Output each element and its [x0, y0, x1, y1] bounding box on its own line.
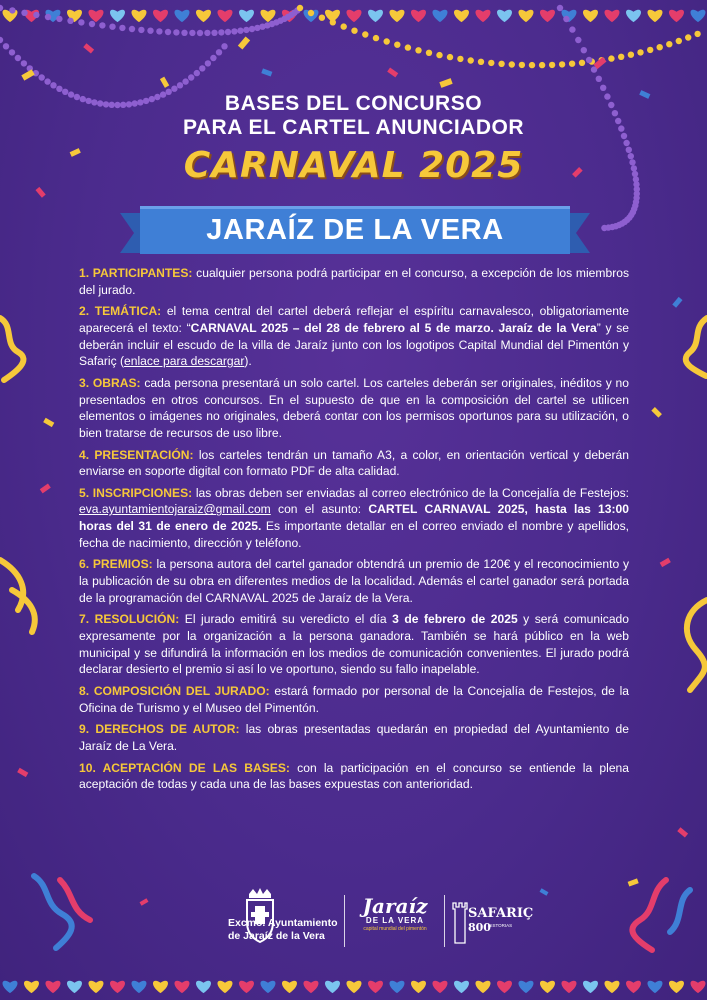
bead-icon [596, 76, 602, 82]
bead-icon [173, 29, 179, 35]
bead-icon [39, 74, 45, 80]
bead-icon [15, 55, 21, 61]
heart-icon [282, 981, 297, 993]
bead-icon [657, 44, 663, 50]
heart-icon [110, 981, 125, 993]
heart-garland-icon [3, 10, 706, 22]
heart-icon [239, 10, 254, 22]
jaraiz-logo-sub: DE LA VERA [365, 916, 425, 925]
banner-ribbon [120, 203, 590, 259]
heart-icon [605, 10, 620, 22]
rule-title: 9. DERECHOS DE AUTOR: [79, 722, 240, 737]
bead-icon [637, 49, 643, 55]
castle-icon [452, 893, 468, 947]
rules-body [79, 265, 629, 798]
bead-icon [216, 49, 222, 55]
rule-text: los carteles tendrán un tamaño A3, a color, en orientación vertical y deberán enviarse en soporte digital con formato PDF de alta calidad. [79, 447, 629, 479]
footer-divider [444, 895, 445, 947]
bead-icon [488, 60, 494, 66]
bead-icon [99, 22, 105, 28]
bead-icon [197, 30, 203, 36]
heart-icon [218, 10, 233, 22]
heart-icon [476, 981, 491, 993]
bead-icon [575, 37, 581, 43]
bead-icon [297, 5, 303, 11]
bead-icon [9, 49, 15, 55]
bead-icon [67, 18, 73, 24]
bead-icon [405, 44, 411, 50]
bead-icon [308, 10, 314, 16]
bead-icon [394, 42, 400, 48]
heart-icon [153, 10, 168, 22]
rule-text: cualquier persona podrá participar en el concurso, a excepción de los miembros del jurado. [79, 266, 629, 297]
heart-icon [261, 981, 276, 993]
bead-icon [50, 82, 56, 88]
bead-icon [498, 61, 504, 67]
bead-icon [426, 50, 432, 56]
heart-icon [691, 10, 706, 22]
heart-icon [583, 981, 598, 993]
bead-icon [189, 30, 195, 36]
jaraiz-logo-word: Jaraíz [362, 894, 428, 918]
bead-icon [181, 30, 187, 36]
rule-text: y será comunicado expresamente por la organización a la persona ganadora. También se hará público en la web municipal y se difundirá la información en los medios de comunicación convenientes. El jurado podrá declarar desierto el premio si así lo ve oportuno, siendo su fallo inapelable. [79, 612, 629, 677]
rule-4 [79, 447, 629, 480]
rule-title: 6. PREMIOS: [79, 557, 153, 572]
ayuntamiento-line-1: Excmo. Ayuntamiento [228, 917, 338, 929]
heart-icon [3, 981, 18, 993]
bead-icon [529, 62, 535, 68]
heart-garland-bottom-icon [3, 981, 706, 993]
bead-icon [33, 12, 39, 18]
rule-bold-text: CARNAVAL 2025 – del 28 de febrero al 5 de marzo. Jaraíz de la Vera [190, 320, 597, 335]
jaraiz-logo [350, 896, 440, 933]
bead-icon [0, 37, 3, 43]
title-line-2: PARA EL CARTEL ANUNCIADOR [182, 116, 525, 139]
rule-6 [79, 556, 629, 606]
heart-icon [132, 981, 147, 993]
bead-icon [676, 38, 682, 44]
ayuntamiento-line-2: de Jaraíz de la Vera [228, 930, 325, 942]
bead-icon [519, 62, 525, 68]
event-title: CARNAVAL 2025 [183, 145, 524, 186]
rule-title: 5. INSCRIPCIONES: [79, 485, 193, 500]
bead-icon [563, 16, 569, 22]
bead-icon [666, 41, 672, 47]
bead-icon [384, 38, 390, 44]
bead-icon [21, 60, 27, 66]
bead-icon [341, 23, 347, 29]
bead-icon [468, 57, 474, 63]
heart-icon [411, 10, 426, 22]
bead-icon [249, 26, 255, 32]
bead-icon [0, 5, 3, 11]
bead-icon [218, 29, 224, 35]
rule-text: la persona autora del cartel ganador obtendrá un premio de 120€ y el reconocimiento y la publicación de su obra en diferentes medios de la localidad. Además el cartel ganador será portada de la programación del CARNAVAL 2025 de Jaraíz de la Vera. [79, 557, 629, 605]
bead-icon [586, 57, 592, 63]
safaric-logo [452, 893, 534, 947]
bead-icon [194, 70, 200, 76]
bead-icon [231, 28, 237, 34]
safaric-number: 800 [468, 921, 491, 934]
bead-icon [129, 26, 135, 32]
bead-icon [205, 60, 211, 66]
heart-icon [433, 981, 448, 993]
heart-icon [132, 10, 147, 22]
heart-icon [626, 10, 641, 22]
heart-icon [261, 10, 276, 22]
rule-2 [79, 303, 629, 369]
bead-icon [9, 7, 15, 13]
heart-icon [110, 10, 125, 22]
ayuntamiento-label [228, 917, 338, 943]
bead-icon [373, 35, 379, 41]
safaric-word: SAFARIÇ [468, 906, 534, 921]
rule-text: las obras presentadas quedarán en propiedad del Ayuntamiento de Jaraíz de La Vera. [79, 722, 629, 753]
bead-icon [549, 62, 555, 68]
bead-icon [188, 74, 194, 80]
heart-icon [347, 981, 362, 993]
bead-icon [21, 10, 27, 16]
bead-icon [559, 61, 565, 67]
bead-icon [647, 47, 653, 53]
download-link[interactable]: enlace para descargar [124, 354, 245, 369]
rule-3 [79, 375, 629, 441]
heart-icon [540, 10, 555, 22]
heart-icon [605, 981, 620, 993]
bead-icon [243, 27, 249, 33]
bead-icon [165, 29, 171, 35]
heart-icon [669, 10, 684, 22]
bead-icon [600, 85, 606, 91]
jaraiz-logo-tag: capital mundial del pimentón [363, 926, 427, 932]
heart-icon [497, 981, 512, 993]
bead-icon [685, 34, 691, 40]
bead-icon [44, 78, 50, 84]
rule-title: 4. PRESENTACIÓN: [79, 447, 194, 462]
bead-icon [362, 31, 368, 37]
heart-icon [476, 10, 491, 22]
bead-icon [694, 31, 700, 37]
bead-icon [147, 28, 153, 34]
footer-divider [344, 895, 345, 947]
heart-icon [390, 10, 405, 22]
rule-10 [79, 760, 629, 793]
title-line-1: BASES DEL CONCURSO [224, 92, 483, 115]
heart-icon [390, 981, 405, 993]
bead-icon [3, 43, 9, 49]
heart-icon [691, 981, 706, 993]
bead-icon [608, 55, 614, 61]
heart-icon [67, 981, 82, 993]
bead-icon [177, 82, 183, 88]
bead-icon [156, 28, 162, 34]
heart-icon [89, 10, 104, 22]
bead-icon [447, 54, 453, 60]
bead-icon [330, 19, 336, 25]
rule-1 [79, 265, 629, 298]
heart-icon [196, 10, 211, 22]
bead-icon [211, 30, 217, 36]
heart-icon [497, 10, 512, 22]
rule-text: cada persona presentará un solo cartel. Los carteles deberán ser originales, inéditos y no presentados en otros concursos. En el supuesto de que en la composición del cartel se utilicen elementos o imágenes no originales, deberá contar con los permisos oportunos para su utilización, o bien tratarse de recursos de uso libre. [79, 375, 629, 440]
heart-icon [239, 981, 254, 993]
rule-title: 10. ACEPTACIÓN DE LAS BASES: [79, 760, 290, 775]
rule-bold-text: 3 de febrero de 2025 [392, 612, 518, 627]
heart-icon [153, 981, 168, 993]
bead-icon [210, 55, 216, 61]
heart-icon [562, 981, 577, 993]
safaric-tag: HISTORIAS [488, 923, 513, 928]
rule-bold-text: CARTEL CARNAVAL 2025, hasta las 13:00 horas del 31 de enero de 2025. [79, 502, 629, 534]
heart-icon [218, 981, 233, 993]
rule-8 [79, 683, 629, 716]
rule-text: ). [244, 354, 252, 369]
bead-icon [138, 27, 144, 33]
bead-icon [628, 52, 634, 58]
rule-text: estará formado por personal de la Concejalía de Festejos, de la Oficina de Turismo y el Museo del Pimentón. [79, 683, 629, 715]
bead-icon [351, 28, 357, 34]
bead-icon [601, 225, 607, 231]
heart-icon [89, 981, 104, 993]
bead-icon [509, 61, 515, 67]
rule-text: el tema central del cartel deberá reflejar el espíritu carnavalesco, obligatoriamente aparecerá el texto: “ [79, 304, 630, 335]
heart-icon [519, 10, 534, 22]
bead-icon [457, 56, 463, 62]
bead-icon [56, 16, 62, 22]
heart-icon [411, 981, 426, 993]
rule-title: 2. TEMÁTICA: [79, 304, 162, 319]
heart-icon [626, 981, 641, 993]
bead-icon [415, 47, 421, 53]
heart-icon [454, 981, 469, 993]
heart-icon [648, 10, 663, 22]
heart-icon [648, 981, 663, 993]
bead-icon [109, 24, 115, 30]
bead-icon [237, 28, 243, 34]
bead-icon [569, 61, 575, 67]
bead-icon [557, 5, 563, 11]
heart-icon [46, 981, 61, 993]
bead-icon [199, 65, 205, 71]
bead-icon [569, 26, 575, 32]
heart-icon [368, 981, 383, 993]
rule-title: 8. COMPOSICIÓN DEL JURADO: [79, 683, 270, 698]
heart-icon [175, 981, 190, 993]
heart-icon [24, 981, 39, 993]
heart-icon [196, 981, 211, 993]
town-banner-text: JARAÍZ DE LA VERA [206, 214, 504, 246]
bead-icon [579, 60, 585, 66]
bead-icon [221, 43, 227, 49]
rule-9 [79, 721, 629, 754]
bead-icon [89, 21, 95, 27]
bead-icon [45, 14, 51, 20]
bead-icon [204, 30, 210, 36]
bead-icon [319, 15, 325, 21]
bead-icon [539, 62, 545, 68]
heart-icon [519, 981, 534, 993]
rule-text: con la participación en el concurso se entiende la plena aceptación de todas y cada una de las bases expuestas con anterioridad. [79, 760, 629, 792]
rule-text: El jurado emitirá su veredicto el día [179, 612, 393, 627]
heart-icon [583, 10, 598, 22]
bead-icon [478, 59, 484, 65]
heart-icon [347, 10, 362, 22]
email-link[interactable]: eva.ayuntamientojaraiz@gmail.com [79, 502, 271, 517]
heart-icon [540, 981, 555, 993]
bead-icon [436, 52, 442, 58]
bead-icon [182, 78, 188, 84]
rule-7 [79, 611, 629, 677]
rule-text: las obras deben ser enviadas al correo electrónico de la Concejalía de Festejos: [192, 485, 629, 500]
bead-icon [581, 47, 587, 53]
bead-icon [119, 25, 125, 31]
bead-icon [618, 54, 624, 60]
rule-text: Es importante detallar en el correo enviado el nombre y apellidos, fecha de nacimiento, dirección y teléfono. [79, 519, 629, 550]
heart-icon [304, 981, 319, 993]
bead-icon [225, 29, 231, 35]
rule-text: ” y se deberán incluir el escudo de la villa de Jaraíz junto con los logotipos Capital Mundial del Pimentón y Safariç ( [79, 320, 630, 369]
rule-title: 7. RESOLUCIÓN: [79, 612, 180, 627]
heart-icon [669, 981, 684, 993]
heart-icon [368, 10, 383, 22]
rule-text: con el asunto: [270, 502, 369, 517]
rule-5 [79, 485, 629, 551]
rule-title: 3. OBRAS: [79, 375, 141, 390]
rule-title: 1. PARTICIPANTES: [79, 266, 193, 280]
heart-icon [175, 10, 190, 22]
bead-icon [171, 86, 177, 92]
heart-icon [454, 10, 469, 22]
heart-icon [433, 10, 448, 22]
bead-icon [78, 19, 84, 25]
heart-icon [325, 981, 340, 993]
